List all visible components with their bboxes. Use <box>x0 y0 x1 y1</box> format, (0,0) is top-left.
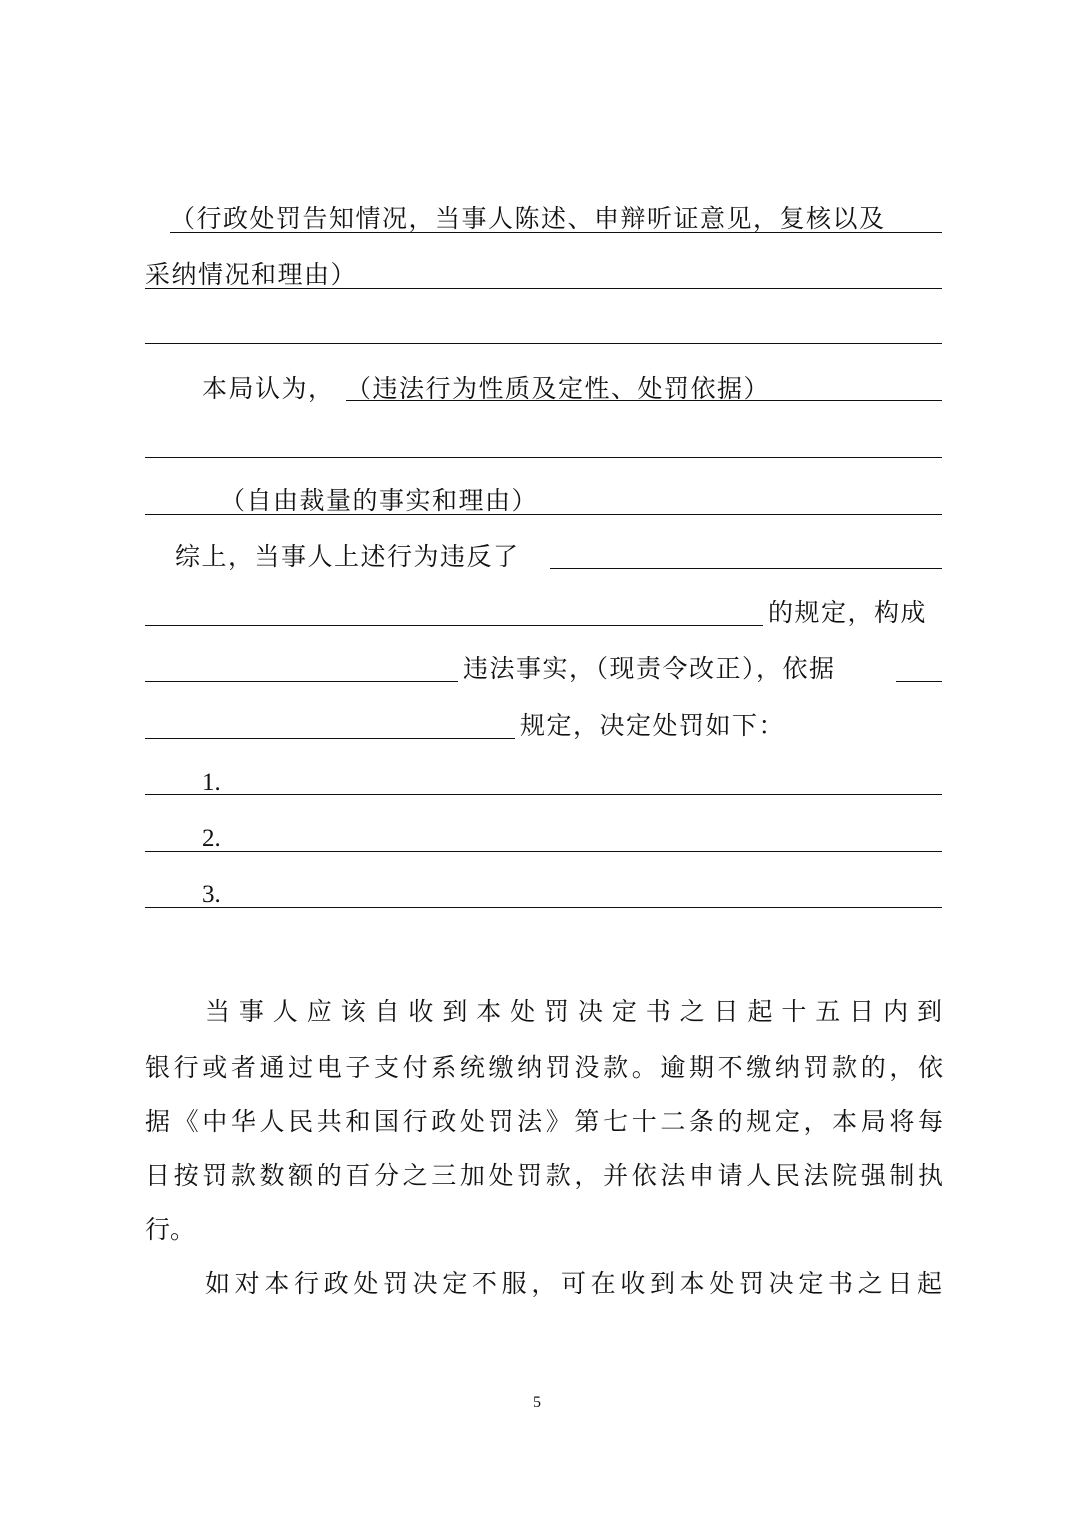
payment-paragraph-line: 日按罚款数额的百分之三加处罚款，并依法申请人民法院强制执 <box>145 1161 943 1190</box>
violation-fact-text: 违法事实，（现责令改正），依据 <box>463 654 836 683</box>
page-number: 5 <box>533 1394 541 1411</box>
appeal-paragraph-line: 如对本行政处罚决定不服，可在收到本处罚决定书之日起 <box>205 1269 942 1298</box>
underline <box>145 851 942 852</box>
underline <box>170 232 942 233</box>
underline <box>346 400 942 401</box>
blank-line <box>145 625 763 626</box>
notice-situation-text: （行政处罚告知情况，当事人陈述、申辩听证意见，复核以及 <box>170 204 886 233</box>
blank-line <box>145 343 942 344</box>
blank-line <box>550 568 942 569</box>
penalty-decision-text: 规定，决定处罚如下： <box>520 711 786 740</box>
adoption-reason-text: 采纳情况和理由） <box>145 260 358 289</box>
payment-paragraph-line: 银行或者通过电子支付系统缴纳罚没款。逾期不缴纳罚款的，依 <box>145 1053 943 1082</box>
summary-violation-text: 综上，当事人上述行为违反了 <box>175 542 520 571</box>
underline <box>145 907 942 908</box>
payment-paragraph-line: 据《中华人民共和国行政处罚法》第七十二条的规定，本局将每 <box>145 1107 943 1136</box>
provision-text: 的规定，构成 <box>768 598 928 627</box>
blank-line <box>145 738 515 739</box>
penalty-item-1: 1. <box>202 769 221 796</box>
penalty-item-3: 3. <box>202 881 221 908</box>
blank-line <box>896 681 942 682</box>
payment-paragraph-line: 行。 <box>145 1215 196 1244</box>
violation-nature-text: （违法行为性质及定性、处罚依据） <box>346 374 771 403</box>
underline <box>145 794 942 795</box>
bureau-opinion-label: 本局认为， <box>202 374 335 403</box>
underline <box>145 514 942 515</box>
payment-paragraph-line: 当事人应该自收到本处罚决定书之日起十五日内到 <box>205 997 942 1026</box>
blank-line <box>145 457 942 458</box>
blank-line <box>145 681 458 682</box>
underline <box>145 288 942 289</box>
discretion-reason-text: （自由裁量的事实和理由） <box>220 486 539 515</box>
penalty-item-2: 2. <box>202 825 221 852</box>
